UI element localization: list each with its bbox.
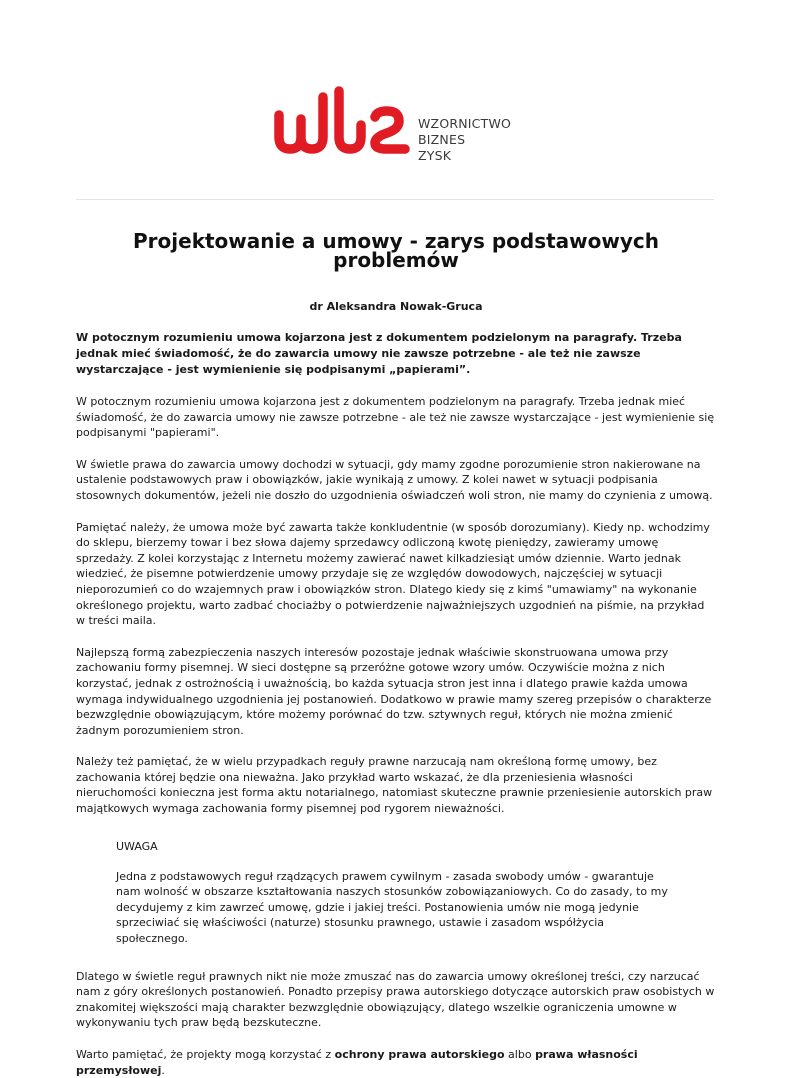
paragraph-6: Dlatego w świetle reguł prawnych nikt nie może zmuszać nas do zawarcia umowy określonej treści, czy narzucać nam z góry określonych postanowień. Ponadto przepisy prawa autorskiego dotyczące autorskich praw osobistych w znakomitej większości mają charakter bezwzględnie obowiązujący, dlatego wszelkie ograniczenia umowne w wykonywaniu tych praw będą bezskuteczne. xyxy=(76,969,715,1030)
page-header xyxy=(0,0,791,200)
logo-line-2: BIZNES xyxy=(418,132,466,147)
article-lead: W potocznym rozumieniu umowa kojarzona jest z dokumentem podzielonym na paragrafy. Trzeba jednak mieć świadomość, że do zawarcia umowy nie zawsze potrzebne - ale też nie zawsze wystarczające - jest wymienienie się podpisanymi „papierami”. xyxy=(76,331,682,376)
header-divider xyxy=(76,199,714,200)
paragraph-7-suffix: . xyxy=(161,1063,165,1077)
note-text: Jedna z podstawowych reguł rządzących prawem cywilnym - zasada swobody umów - gwarantuje nam wolność w obszarze kształtowania naszych stosunków zobowiązaniowych. Co do zasady, to my decydujemy z kim zawrzeć umowę, gdzie i jakiej treści. Postanowienia umów nie mogą jedynie sprzeciwiać się właściwości (naturze) stosunku prawnego, ustawie i zasadom współżycia społecznego. xyxy=(116,869,668,946)
paragraph-1: W potocznym rozumieniu umowa kojarzona jest z dokumentem podzielonym na paragrafy. Trzeba jednak mieć świadomość, że do zawarcia umowy nie zawsze potrzebne - ale też nie zawsze wystarczające - jest wymienienie się podpisanymi "papierami". xyxy=(76,395,715,440)
wbz-logo-mark-icon xyxy=(273,85,413,157)
logo-line-1: WZORNICTWO xyxy=(418,116,512,131)
paragraph-5: Należy też pamiętać, że w wielu przypadkach reguły prawne narzucają nam określoną formę umowy, bez zachowania której będzie ona nieważna. Jako przykład warto wskazać, że dla przeniesienia własności nieruchomości konieczna jest forma aktu notarialnego, natomiast skuteczne prawnie przeniesienie autorskich praw majątkowych wymaga zachowania formy pisemnej pod rygorem nieważności. xyxy=(76,755,713,816)
paragraph-4: Najlepszą formą zabezpieczenia naszych interesów pozostaje jednak właściwie skonstruowana umowa przy zachowaniu formy pisemnej. W sieci dostępne są przeróżne gotowe wzory umów. Oczywiście można z nich korzystać, jednak z ostrożnością i uważnością, bo każda sytuacja stron jest inna i dlatego prawie każda umowa wymaga indywidualnego uzgodnienia jej postanowień. Dodatkowo w prawie mamy szereg przepisów o charakterze bezwzględnie obowiązującym, które możemy porównać do tzw. sztywnych reguł, których nie można zmienić żadnym porozumieniem stron. xyxy=(76,645,712,737)
article-body xyxy=(76,229,716,1078)
paragraph-7-middle: albo xyxy=(504,1048,536,1061)
paragraph-7 xyxy=(76,1047,716,1078)
industrial-property-link-text: prawa własności przemysłowej xyxy=(76,1048,638,1077)
logo-wordmark xyxy=(418,116,511,164)
paragraph-7-prefix: Warto pamiętać, że projekty mogą korzystać z xyxy=(76,1048,335,1061)
paragraph-2: W świetle prawa do zawarcia umowy dochodzi w sytuacji, gdy mamy zgodne porozumienie stron nakierowane na ustalenie podstawowych praw i obowiązków, jakie wynikają z umowy. Z kolei nawet w sytuacji podpisania stosownych dokumentów, jeżeli nie doszło do uzgodnienia oświadczeń woli stron, nie mamy do czynienia z umową. xyxy=(76,457,713,502)
article-title: Projektowanie a umowy - zarys podstawowych problemów xyxy=(133,229,659,272)
logo-line-3: ZYSK xyxy=(418,148,452,163)
paragraph-3: Pamiętać należy, że umowa może być zawarta także konkludentnie (w sposób dorozumiany). Kiedy np. wchodzimy do sklepu, bierzemy towar i bez słowa dajemy sprzedawcy odliczoną kwotę pieniędzy, zawieramy umowę sprzedaży. Z kolei korzystając z Internetu możemy zawierać nawet kilkadziesiąt umów dziennie. Warto jednak wiedzieć, że pisemne potwierdzenie umowy przydaje się ze względów dowodowych, najczęściej w sytuacji nieporozumień co do wzajemnych praw i obowiązków stron. Dlatego kiedy się z kimś "umawiamy" na wykonanie określonego projektu, warto zadbać chociażby o potwierdzenie najważniejszych uzgodnień na piśmie, na przykład w treści maila. xyxy=(76,520,710,628)
article-author: dr Aleksandra Nowak-Gruca xyxy=(309,300,483,313)
note-title: UWAGA xyxy=(116,839,158,853)
note-block xyxy=(116,839,676,947)
copyright-link-text: ochrony prawa autorskiego xyxy=(334,1048,505,1061)
